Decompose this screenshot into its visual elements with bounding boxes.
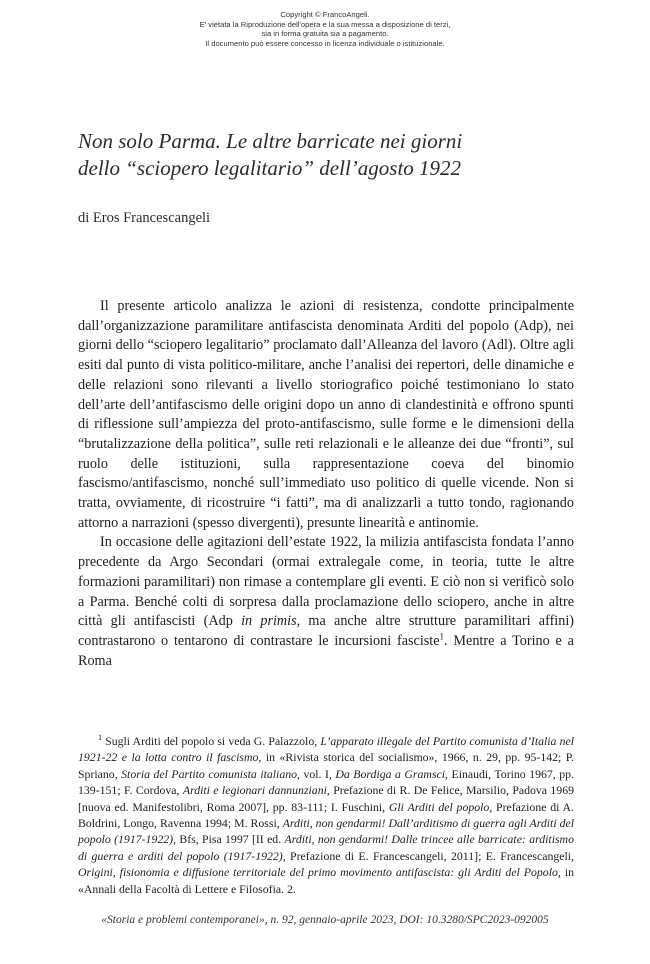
italic-span: Gli Arditi del popolo xyxy=(388,799,490,814)
text-span: , vol. I, xyxy=(297,766,336,781)
text-span: , Prefazione di R. De Felice, Marsilio, Padova 1969 [nuova ed. Manifestolibri, Roma 2007], pp. 83-111; I. Fuschini, xyxy=(78,783,575,814)
text-span: . Mentre a Torino e a Roma xyxy=(78,632,574,669)
copyright-line: Copyright © FrancoAngeli. xyxy=(280,10,370,19)
italic-span: in primis xyxy=(241,613,297,630)
copyright-notice xyxy=(0,10,650,48)
journal-citation: «Storia e problemi contemporanei», n. 92, gennaio-aprile 2023, DOI: 10.3280/SPC2023-092005 xyxy=(101,914,549,926)
text-span: In occasione delle agitazioni dell’estate 1922, la milizia antifascista fondata l’anno precedente da Argo Secondari (ormai extralegale come, in teoria, tutte le altre formazioni paramilitari) non rimase a contemplare gli eventi. E ciò non si verificò solo a Parma. Benché colti di sorpresa dalla proclamazione dello sciopero, anche in altre città gli antifascisti (Adp xyxy=(78,534,574,630)
italic-span: Arditi, non gendarmi! Dalle trincee alle barricate: arditismo di guerra e arditi del popolo (1917-1922) xyxy=(78,832,574,863)
text-span: , in «Rivista storica del socialismo», 1966, n. 29, pp. 95-142; P. Spriano, xyxy=(78,750,574,781)
text-span: Sugli Arditi del popolo si veda G. Palazzolo, xyxy=(105,734,321,748)
italic-span: Da Bordiga a Gramsci xyxy=(335,766,446,781)
text-span: , Prefazione di E. Francescangeli, 2011]; E. Francescangeli, xyxy=(282,848,574,863)
italic-span: Storia del Partito comunista italiano xyxy=(121,766,298,781)
italic-span: Arditi e legionari dannunziani xyxy=(182,783,327,798)
text-span: , Bfs, Pisa 1997 [II ed. xyxy=(173,832,285,847)
italic-span: L’apparato illegale del Partito comunista d’Italia nel 1921-22 e la lotta contro il fascismo xyxy=(78,734,574,765)
article-body xyxy=(78,297,574,671)
italic-span: Arditi, non gendarmi! Dall’arditismo di guerra agli Arditi del popolo (1917-1922) xyxy=(78,816,574,847)
text-span: , in «Annali della Facoltà di Lettere e Filosofia. 2. xyxy=(78,865,574,896)
body-paragraph: Il presente articolo analizza le azioni di resistenza, condotte principalmente dall’organizzazione paramilitare antifascista denominata Arditi del popolo (Adp), nei giorni dello “sciopero legalitario” proclamato dall’Alleanza del lavoro (Adl). Oltre agli esiti dal punto di vista politico-militare, anche l’analisi dei repertori, delle dinamiche e delle relazioni sono rilevanti a livello storiografico poiché testimoniano lo stato dell’arte dell’antifascismo delle origini dopo un anno di clandestinità e offrono spunti di riflessione sull’ampiezza del proto-antifascismo, sulle forme e le dimensioni della “brutalizzazione della politica”, sulle reti relazionali e le alleanze dei due “fronti”, sul ruolo delle istituzioni, sulla rappresentazione coeva del binomio fascismo/antifascismo, nonché sull’immediato uso politico di quelle vicende. Non si tratta, ovviamente, di ricostruire “i fatti”, ma di analizzarli a tutto tondo, ragionando attorno a narrazioni (spesso divergenti), presunte linearità e antinomie. xyxy=(78,298,574,531)
body-paragraph xyxy=(78,533,574,671)
article-author: di Eros Francescangeli xyxy=(78,210,211,226)
footnote-number: 1 xyxy=(98,733,102,743)
copyright-line: E' vietata la Riproduzione dell'opera e la sua messa a disposizione di terzi, xyxy=(199,19,451,29)
text-span: , ma anche altre strutture paramilitari affini) contrastarono o tentarono di contrastare le incursioni fasciste xyxy=(78,613,574,649)
footnote-reference[interactable]: 1 xyxy=(439,631,445,642)
title-line: dello “sciopero legalitario” dell’agosto 1922 xyxy=(78,156,462,180)
italic-span: Origini, fisionomia e diffusione territoriale del primo movimento antifascista: gli Arditi del Popolo xyxy=(78,865,558,880)
title-line: Non solo Parma. Le altre barricate nei giorni xyxy=(78,129,463,153)
text-span: , Einaudi, Torino 1967, pp. 139-151; F. Cordova, xyxy=(78,766,574,798)
copyright-line: Il documento può essere concesso in licenza individuale o istituzionale. xyxy=(205,38,445,48)
article-title xyxy=(78,128,578,182)
footnotes xyxy=(78,733,574,897)
text-span: , Prefazione di A. Boldrini, Longo, Ravenna 1994; M. Rossi, xyxy=(78,799,574,831)
copyright-line: sia in forma gratuita sia a pagamento. xyxy=(261,29,389,39)
footnote xyxy=(78,733,574,897)
